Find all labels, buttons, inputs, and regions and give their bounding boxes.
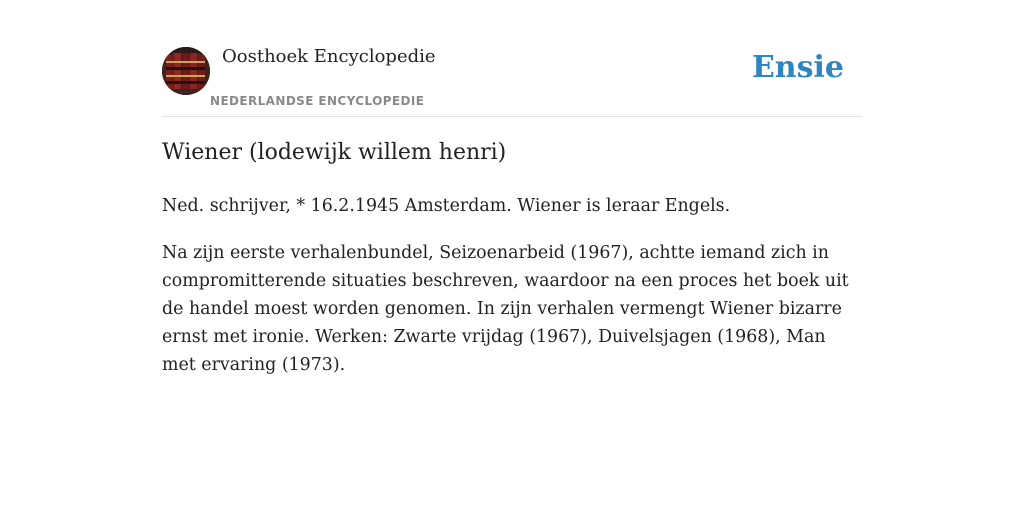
ensie-logo-link[interactable]: Ensie bbox=[751, 50, 844, 85]
encyclopedia-avatar[interactable] bbox=[162, 47, 210, 95]
article-paragraph: Na zijn eerste verhalenbundel, Seizoenarbeid (1967), achtte iemand zich in compromitterende situaties beschreven, waardoor na een proces het boek uit de handel moest worden genomen. In zijn verhalen vermengt Wiener bizarre ernst met ironie. Werken: Zwarte vrijdag (1967), Duivelsjagen (1968), Man met ervaring (1973). bbox=[162, 243, 849, 375]
book-spines-icon bbox=[162, 47, 210, 95]
article-title: Wiener (lodewijk willem henri) bbox=[162, 140, 507, 165]
site-subtitle: NEDERLANDSE ENCYCLOPEDIE bbox=[210, 94, 425, 108]
page-container bbox=[162, 0, 862, 375]
article-paragraph: Ned. schrijver, * 16.2.1945 Amsterdam. Wiener is leraar Engels. bbox=[162, 196, 731, 216]
site-header bbox=[162, 0, 862, 117]
site-title-link[interactable]: Oosthoek Encyclopedie bbox=[222, 46, 436, 67]
